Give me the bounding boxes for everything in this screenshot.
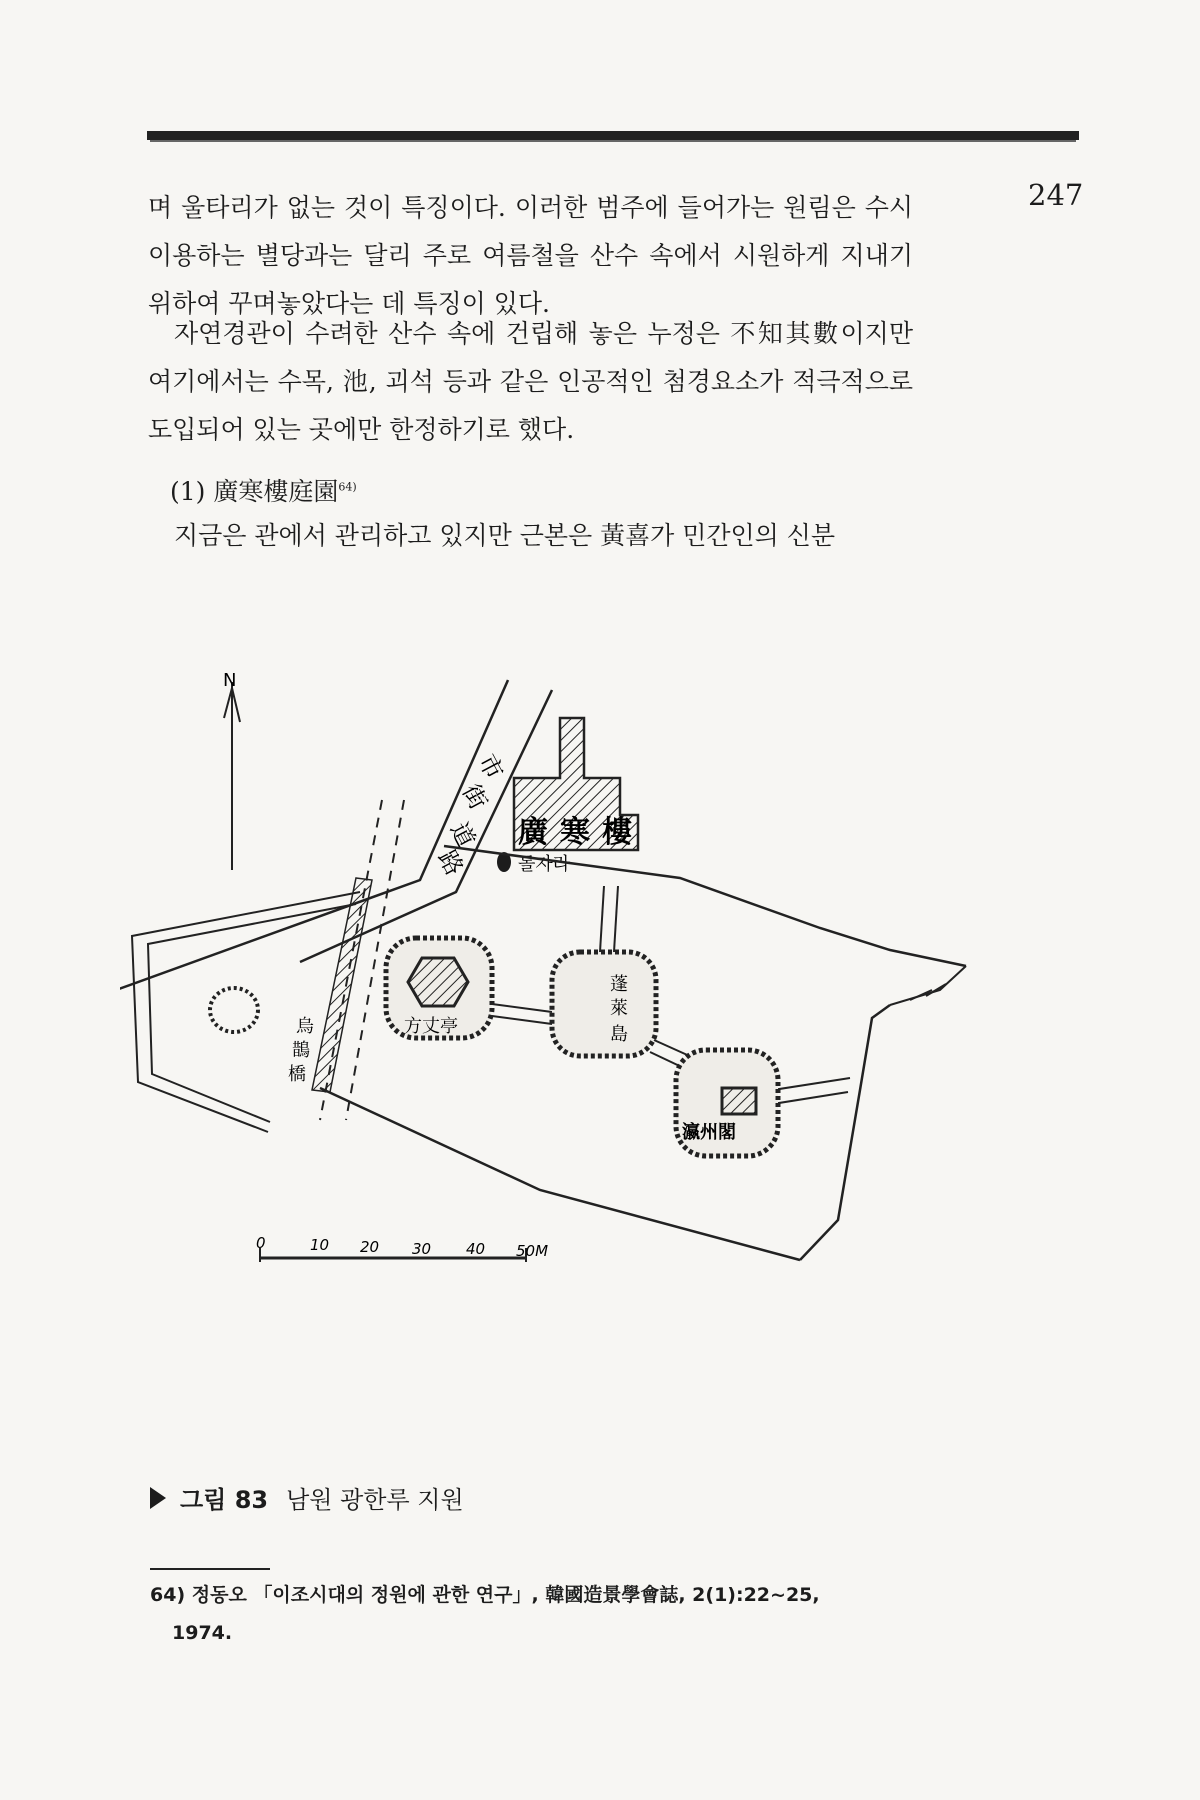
building-char-2: 寒: [560, 815, 590, 850]
scale-tick-10: 10: [310, 1236, 330, 1254]
island-bridge-1a: [492, 1004, 552, 1012]
footnote-ref: 64): [338, 480, 357, 494]
footnote: [150, 1576, 920, 1652]
scale-tick-20: 20: [360, 1238, 380, 1256]
yeongjugak-pavilion: [722, 1088, 756, 1114]
paragraph-3: 지금은 관에서 관리하고 있지만 근본은 黃喜가 민간인의 신분: [174, 521, 836, 550]
footnote-line-1: 64) 정동오 「이조시대의 정원에 관한 연구」, 韓國造景學會誌, 2(1):22~25,: [150, 1584, 820, 1606]
section-title-text: (1) 廣寒樓庭園: [170, 477, 339, 506]
bongnaedo-char-2: 萊: [610, 998, 628, 1019]
garden-plan-svg: [120, 660, 1120, 1460]
island-bangjangjeong-label: 方丈亭: [404, 1016, 458, 1037]
scale-labels: [256, 1234, 548, 1260]
bongnaedo-label: [610, 974, 628, 1045]
bangjangjeong-pavilion: [408, 958, 468, 1006]
scale-tick-0: 0: [256, 1234, 266, 1252]
figure-caption: [150, 1480, 464, 1515]
north-path-right: [614, 886, 618, 952]
figure-title: 남원 광한루 지원: [286, 1486, 464, 1514]
bongnaedo-char-1: 蓬: [610, 974, 628, 995]
section-title: [170, 472, 357, 508]
scale-tick-30: 30: [412, 1240, 432, 1258]
west-garden-outer: [132, 892, 360, 1132]
west-pond-island: [210, 988, 258, 1032]
footnote-rule: [150, 1568, 270, 1570]
scale-tick-40: 40: [466, 1240, 486, 1258]
building-char-3: 樓: [602, 815, 632, 850]
street-char-1: 市: [472, 749, 509, 785]
caption-triangle-icon: [150, 1487, 166, 1509]
stone-turtle-label: 돌자라: [518, 854, 571, 875]
paragraph-2: 자연경관이 수려한 산수 속에 건립해 놓은 누정은 不知其數이지만 여기에서는 수목, 池, 괴석 등과 같은 인공적인 첨경요소가 적극적으로 도입되어 있는 곳에만 한정하기로 했다.: [148, 319, 913, 444]
island-yeongjugak-label: 瀛州閣: [682, 1122, 736, 1143]
scale-tick-50: 50M: [516, 1242, 549, 1260]
north-label: N: [223, 670, 237, 691]
bongnaedo-char-3: 島: [610, 1024, 628, 1045]
header-rule: [147, 131, 1079, 140]
pond-east-stream-a: [890, 966, 966, 1005]
footnote-line-2: 1974.: [172, 1622, 233, 1644]
figure-label: 그림 83: [180, 1486, 269, 1514]
street-char-3: 道: [444, 817, 481, 853]
garden-plan-figure: [120, 660, 1120, 1460]
page-number: 247: [1028, 178, 1084, 212]
street-char-4: 路: [432, 845, 469, 881]
paragraph-1: 며 울타리가 없는 것이 특징이다. 이러한 범주에 들어가는 원림은 수시 이용하는 별당과는 달리 주로 여름철을 산수 속에서 시원하게 지내기 위하여 꾸며놓았다는 데 특징이 있다.: [148, 193, 913, 318]
north-path-left: [600, 886, 604, 952]
building-char-1: 廣: [518, 815, 548, 850]
building-label: [518, 815, 633, 850]
island-bridge-1b: [492, 1016, 552, 1024]
pond-stream-mark-b: [926, 984, 946, 996]
bridge-label: [288, 1016, 314, 1085]
pond-east-edge: [800, 1005, 890, 1260]
bridge-char-2: 鵲: [292, 1040, 310, 1061]
street-char-2: 街: [456, 779, 493, 815]
bridge-char-1: 烏: [296, 1016, 314, 1037]
bridge-char-3: 橋: [288, 1064, 306, 1085]
island-bongnaedo: [552, 952, 656, 1056]
